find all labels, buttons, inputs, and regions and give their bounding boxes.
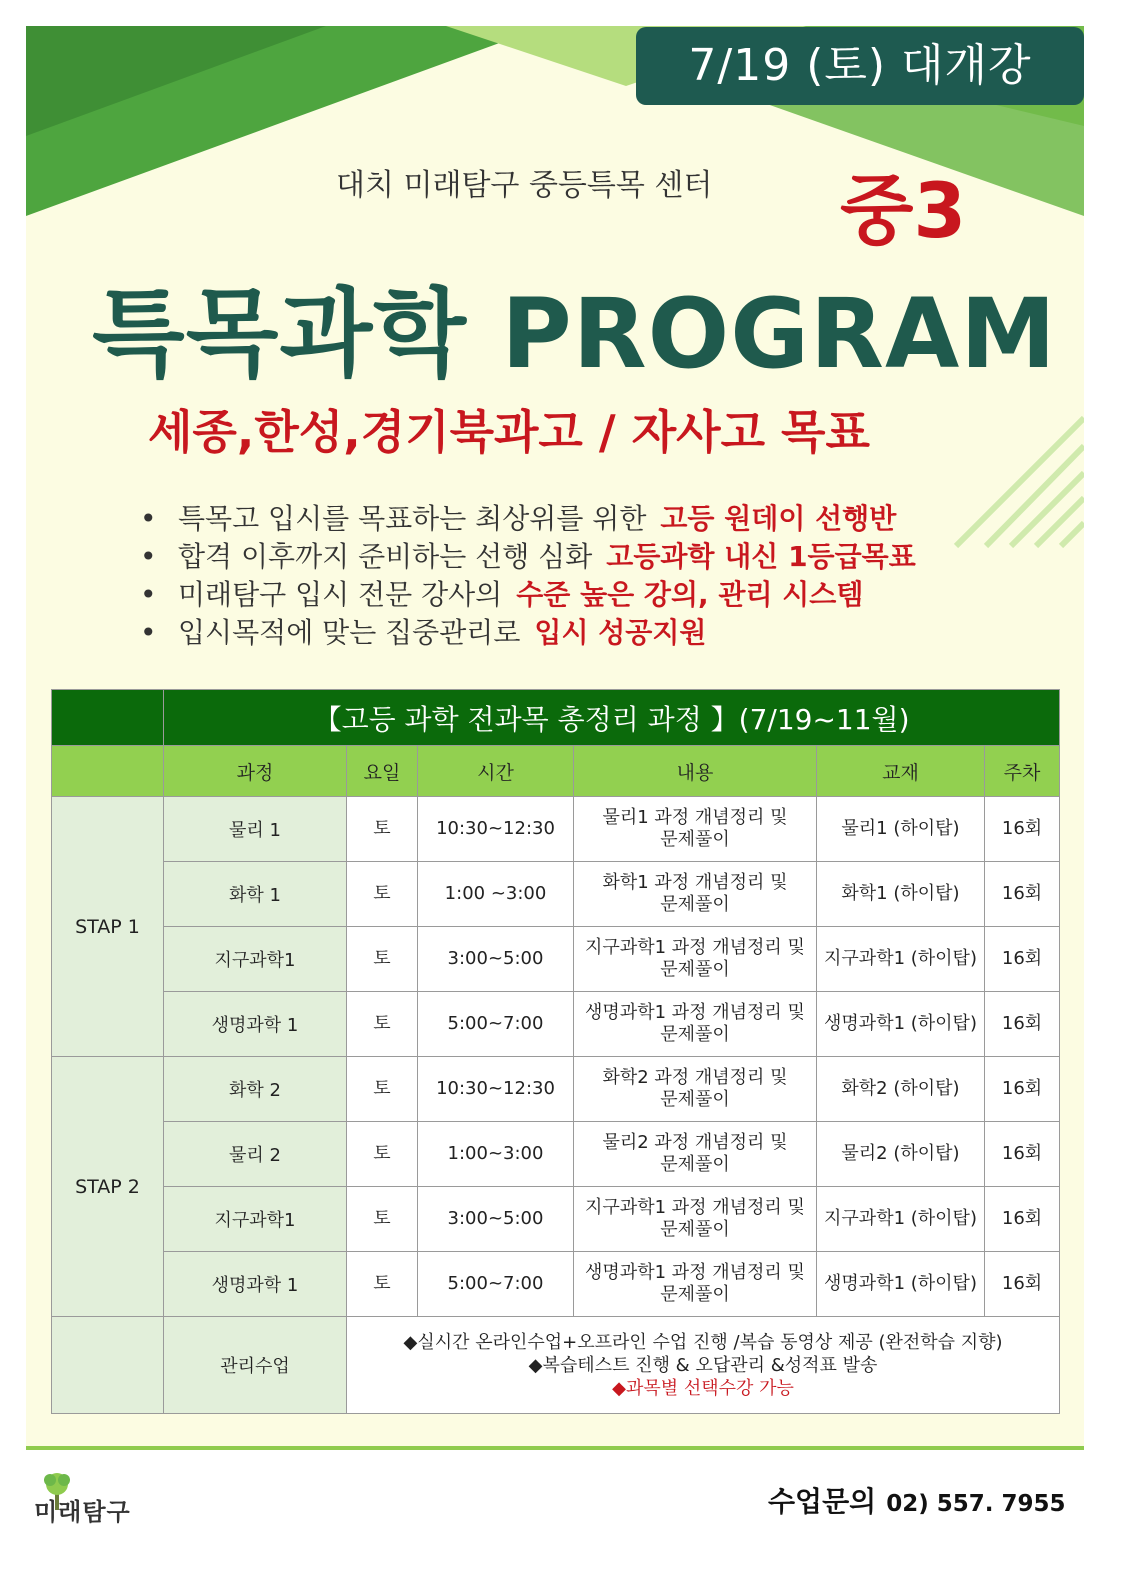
weeks-cell: 16회 bbox=[985, 1057, 1060, 1122]
brand-logo-text: 미래탐구 bbox=[34, 1498, 131, 1526]
time-cell: 3:00~5:00 bbox=[418, 927, 574, 992]
time-cell: 10:30~12:30 bbox=[418, 797, 574, 862]
main-title: 특목과학 PROGRAM bbox=[92, 278, 1057, 390]
content-line: 생명과학1 과정 개념정리 및 bbox=[585, 1262, 805, 1283]
stage-label: STAP 2 bbox=[52, 1057, 164, 1317]
time-cell: 10:30~12:30 bbox=[418, 1057, 574, 1122]
table-row bbox=[52, 1122, 1060, 1187]
content-line: 지구과학1 과정 개념정리 및 bbox=[585, 937, 805, 958]
feature-item bbox=[140, 576, 916, 614]
feature-item bbox=[140, 614, 916, 652]
time-cell: 5:00~7:00 bbox=[418, 1252, 574, 1317]
course-cell: 지구과학1 bbox=[164, 927, 347, 992]
weeks-cell: 16회 bbox=[985, 1122, 1060, 1187]
course-cell: 화학 2 bbox=[164, 1057, 347, 1122]
bullet-icon: • bbox=[140, 502, 157, 535]
management-blank-cell bbox=[52, 1317, 164, 1414]
content-line: 물리2 과정 개념정리 및 bbox=[602, 1132, 788, 1153]
content-cell bbox=[574, 1122, 817, 1187]
grade-label: 중3 bbox=[840, 166, 967, 255]
table-row bbox=[52, 1057, 1060, 1122]
table-title-row bbox=[52, 690, 1060, 746]
header-day: 요일 bbox=[347, 746, 418, 797]
course-cell: 물리 2 bbox=[164, 1122, 347, 1187]
content-cell bbox=[574, 1252, 817, 1317]
table-row bbox=[52, 1187, 1060, 1252]
management-line: ◆복습테스트 진행 & 오답관리 &성적표 발송 bbox=[528, 1354, 878, 1376]
content-line: 화학2 과정 개념정리 및 bbox=[602, 1067, 788, 1088]
book-cell: 화학2 (하이탑) bbox=[817, 1057, 985, 1122]
table-row bbox=[52, 862, 1060, 927]
table-header-row bbox=[52, 746, 1060, 797]
course-cell: 물리 1 bbox=[164, 797, 347, 862]
content-line: 지구과학1 과정 개념정리 및 bbox=[585, 1197, 805, 1218]
day-cell: 토 bbox=[347, 862, 418, 927]
day-cell: 토 bbox=[347, 797, 418, 862]
header-time: 시간 bbox=[418, 746, 574, 797]
weeks-cell: 16회 bbox=[985, 797, 1060, 862]
feature-highlight: 수준 높은 강의, 관리 시스템 bbox=[516, 578, 864, 611]
book-cell: 물리1 (하이탑) bbox=[817, 797, 985, 862]
time-cell: 1:00~3:00 bbox=[418, 1122, 574, 1187]
weeks-cell: 16회 bbox=[985, 927, 1060, 992]
day-cell: 토 bbox=[347, 1187, 418, 1252]
content-line: 문제풀이 bbox=[660, 829, 730, 850]
header-book: 교재 bbox=[817, 746, 985, 797]
content-cell bbox=[574, 1057, 817, 1122]
header-content: 내용 bbox=[574, 746, 817, 797]
weeks-cell: 16회 bbox=[985, 862, 1060, 927]
content-line: 문제풀이 bbox=[660, 959, 730, 980]
day-cell: 토 bbox=[347, 1122, 418, 1187]
course-cell: 지구과학1 bbox=[164, 1187, 347, 1252]
course-cell: 생명과학 1 bbox=[164, 1252, 347, 1317]
contact-label: 수업문의 bbox=[768, 1485, 877, 1518]
content-line: 문제풀이 bbox=[660, 1219, 730, 1240]
table-row bbox=[52, 797, 1060, 862]
opening-date-badge: 7/19 (토) 대개강 bbox=[636, 27, 1084, 105]
contact-info bbox=[768, 1480, 1066, 1520]
table-corner-cell bbox=[52, 690, 164, 746]
feature-item bbox=[140, 538, 916, 576]
content-cell bbox=[574, 1187, 817, 1252]
content-line: 화학1 과정 개념정리 및 bbox=[602, 872, 788, 893]
book-cell: 화학1 (하이탑) bbox=[817, 862, 985, 927]
course-cell: 생명과학 1 bbox=[164, 992, 347, 1057]
day-cell: 토 bbox=[347, 992, 418, 1057]
feature-text: 특목고 입시를 목표하는 최상위를 위한 bbox=[178, 502, 647, 535]
feature-item bbox=[140, 500, 916, 538]
management-line: ◆실시간 온라인수업+오프라인 수업 진행 /복습 동영상 제공 (완전학습 지향) bbox=[403, 1331, 1003, 1353]
table-row bbox=[52, 992, 1060, 1057]
header-course: 과정 bbox=[164, 746, 347, 797]
phone-number[interactable]: 02) 557. 7955 bbox=[886, 1491, 1066, 1517]
book-cell: 물리2 (하이탑) bbox=[817, 1122, 985, 1187]
book-cell: 생명과학1 (하이탑) bbox=[817, 1252, 985, 1317]
weeks-cell: 16회 bbox=[985, 1187, 1060, 1252]
bottom-divider bbox=[26, 1446, 1084, 1450]
feature-text: 합격 이후까지 준비하는 선행 심화 bbox=[178, 540, 593, 573]
day-cell: 토 bbox=[347, 1057, 418, 1122]
management-details bbox=[347, 1317, 1060, 1414]
feature-text: 입시목적에 맞는 집중관리로 bbox=[178, 616, 521, 649]
content-cell bbox=[574, 927, 817, 992]
content-line: 문제풀이 bbox=[660, 1089, 730, 1110]
table-row bbox=[52, 1252, 1060, 1317]
bullet-icon: • bbox=[140, 578, 157, 611]
content-cell bbox=[574, 992, 817, 1057]
time-cell: 1:00 ~3:00 bbox=[418, 862, 574, 927]
day-cell: 토 bbox=[347, 927, 418, 992]
book-cell: 지구과학1 (하이탑) bbox=[817, 927, 985, 992]
bullet-icon: • bbox=[140, 540, 157, 573]
content-line: 문제풀이 bbox=[660, 1284, 730, 1305]
course-cell: 화학 1 bbox=[164, 862, 347, 927]
book-cell: 지구과학1 (하이탑) bbox=[817, 1187, 985, 1252]
content-line: 문제풀이 bbox=[660, 1154, 730, 1175]
book-cell: 생명과학1 (하이탑) bbox=[817, 992, 985, 1057]
weeks-cell: 16회 bbox=[985, 1252, 1060, 1317]
content-line: 문제풀이 bbox=[660, 1024, 730, 1045]
management-line: ◆과목별 선택수강 가능 bbox=[612, 1377, 794, 1399]
bullet-icon: • bbox=[140, 616, 157, 649]
table-title: 【고등 과학 전과목 총정리 과정 】(7/19~11월) bbox=[164, 690, 1060, 746]
content-cell bbox=[574, 797, 817, 862]
schedule-table bbox=[51, 689, 1060, 1414]
feature-text: 미래탐구 입시 전문 강사의 bbox=[178, 578, 503, 611]
stage-label: STAP 1 bbox=[52, 797, 164, 1057]
header-blank-cell bbox=[52, 746, 164, 797]
content-line: 문제풀이 bbox=[660, 894, 730, 915]
target-schools: 세종,한성,경기북과고 / 자사고 목표 bbox=[148, 405, 870, 459]
time-cell: 3:00~5:00 bbox=[418, 1187, 574, 1252]
management-label: 관리수업 bbox=[164, 1317, 347, 1414]
day-cell: 토 bbox=[347, 1252, 418, 1317]
table-row bbox=[52, 927, 1060, 992]
content-line: 생명과학1 과정 개념정리 및 bbox=[585, 1002, 805, 1023]
management-row bbox=[52, 1317, 1060, 1414]
feature-list bbox=[140, 500, 916, 652]
feature-highlight: 고등과학 내신 1등급목표 bbox=[606, 540, 916, 573]
center-name: 대치 미래탐구 중등특목 센터 bbox=[336, 168, 713, 203]
header-weeks: 주차 bbox=[985, 746, 1060, 797]
content-cell bbox=[574, 862, 817, 927]
feature-highlight: 입시 성공지원 bbox=[534, 616, 707, 649]
time-cell: 5:00~7:00 bbox=[418, 992, 574, 1057]
content-line: 물리1 과정 개념정리 및 bbox=[602, 807, 788, 828]
weeks-cell: 16회 bbox=[985, 992, 1060, 1057]
feature-highlight: 고등 원데이 선행반 bbox=[660, 502, 897, 535]
